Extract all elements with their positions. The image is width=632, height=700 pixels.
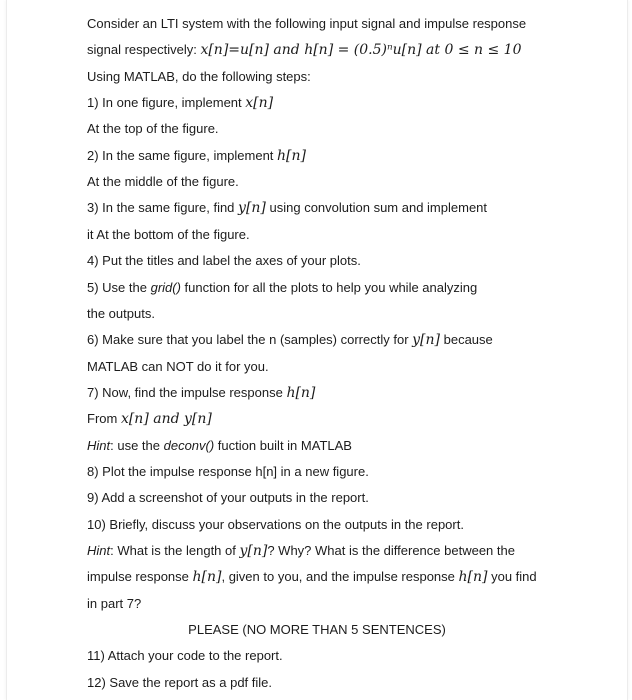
sentence-limit-note: PLEASE (NO MORE THAN 5 SENTENCES) [188, 622, 446, 637]
signal-definition-math: x[n]=u[n] and h[n] = (0.5)ⁿu[n] at 0 ≤ n ≤ 10 [200, 42, 522, 58]
step-8-line: 8) Plot the impulse response h[n] in a new figure. [87, 464, 369, 479]
step-4-line: 4) Put the titles and label the axes of your plots. [87, 253, 361, 268]
hint-label: Hint [87, 438, 111, 453]
step-6-text-a: 6) Make sure that you label the n (samples) correctly for [87, 332, 413, 347]
hint-impulse-text-c: you find [487, 569, 537, 584]
hint-label-2: Hint [87, 543, 111, 558]
hint-length-line [87, 543, 515, 559]
step-7-detail [87, 411, 212, 427]
hint-impulse-text-a: impulse response [87, 569, 193, 584]
step-3-line [87, 200, 487, 216]
step-1-math: x[n] [245, 95, 274, 111]
step-5-line [87, 280, 477, 296]
step-2-text: 2) In the same figure, implement [87, 148, 278, 163]
step-5-text-b: function for all the plots to help you while analyzing [180, 280, 478, 295]
step-1-detail: At the top of the figure. [87, 121, 219, 136]
step-1-line [87, 95, 273, 111]
hint-deconv-line [87, 438, 352, 454]
step-2-math: h[n] [277, 148, 306, 164]
step-7-line [87, 385, 315, 401]
hint-deconv-function: deconv() [163, 438, 215, 453]
step-3-text-a: 3) In the same figure, find [87, 200, 239, 215]
step-9-line: 9) Add a screenshot of your outputs in the report. [87, 490, 369, 505]
step-6-detail: MATLAB can NOT do it for you. [87, 359, 269, 374]
step-5-detail: the outputs. [87, 306, 155, 321]
step-12-line: 12) Save the report as a pdf file. [87, 675, 272, 690]
hint-deconv-text-a: : use the [110, 438, 164, 453]
step-3-math: y[n] [238, 200, 266, 216]
step-2-line [87, 148, 306, 164]
step-5-text-a: 5) Use the [87, 280, 151, 295]
step-7-from-math: x[n] and y[n] [120, 411, 212, 427]
step-11-line: 11) Attach your code to the report. [87, 648, 283, 663]
hint-impulse-math-2: h[n] [458, 569, 488, 585]
hint-length-text-b: ? Why? What is the difference between the [267, 543, 515, 558]
hint-impulse-math-1: h[n] [192, 569, 222, 585]
step-7-math: h[n] [286, 385, 316, 401]
step-7-from-text: From [87, 411, 121, 426]
step-1-text: 1) In one figure, implement [87, 95, 246, 110]
document-page [6, 0, 628, 700]
signal-definition-line [87, 42, 521, 58]
step-2-detail: At the middle of the figure. [87, 174, 239, 189]
hint-impulse-line [87, 569, 537, 585]
hint-deconv-text-b: fuction built in MATLAB [214, 438, 352, 453]
step-5-grid-function: grid() [150, 280, 181, 295]
step-10-line: 10) Briefly, discuss your observations on the outputs in the report. [87, 517, 464, 532]
matlab-steps-heading: Using MATLAB, do the following steps: [87, 69, 311, 84]
step-3-detail: it At the bottom of the figure. [87, 227, 250, 242]
step-6-line [87, 332, 493, 348]
intro-line: Consider an LTI system with the following input signal and impulse response [87, 16, 527, 31]
hint-impulse-text-b: , given to you, and the impulse response [221, 569, 459, 584]
step-6-text-b: because [440, 332, 493, 347]
step-7-text: 7) Now, find the impulse response [87, 385, 287, 400]
hint-part-7-line: in part 7? [87, 596, 142, 611]
step-3-text-b: using convolution sum and implement [265, 200, 488, 215]
hint-length-text-a: : What is the length of [110, 543, 240, 558]
signal-definition-text: signal respectively: [87, 42, 201, 57]
hint-length-math: y[n] [239, 543, 268, 559]
step-6-math: y[n] [412, 332, 440, 348]
